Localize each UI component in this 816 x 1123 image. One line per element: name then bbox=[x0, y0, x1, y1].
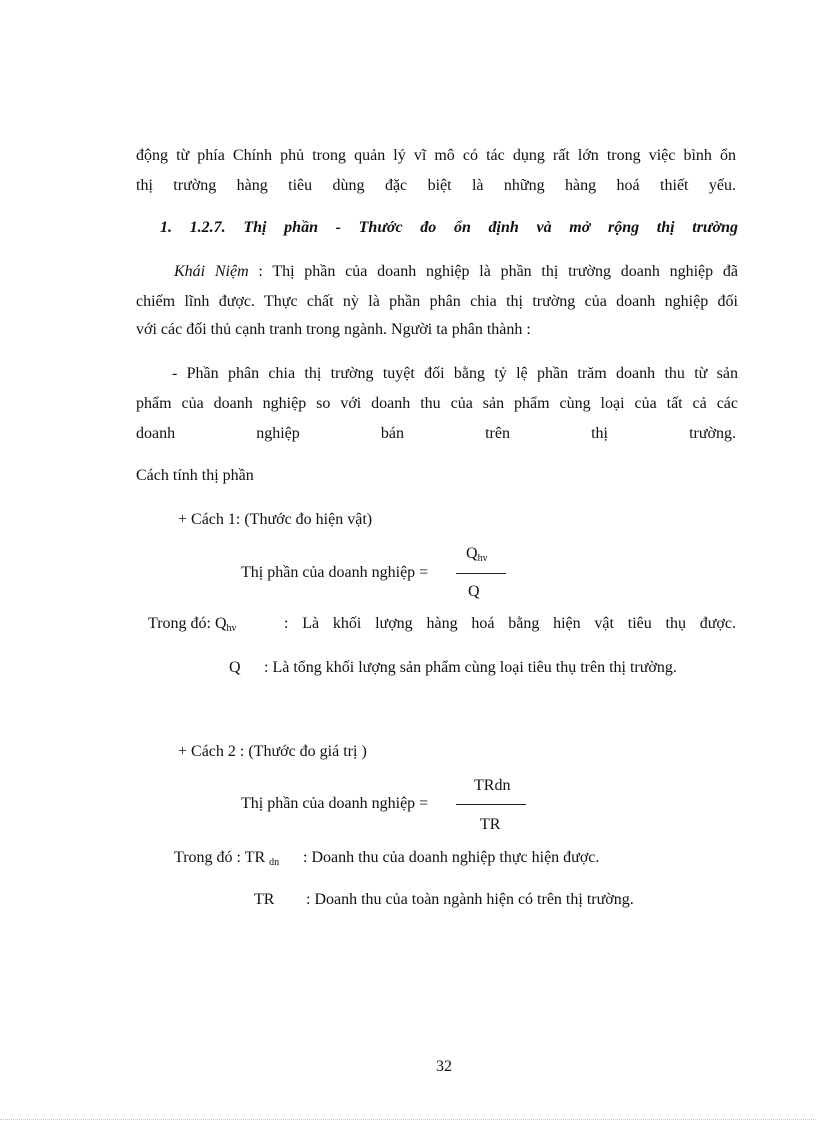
method1-formula-lhs: Thị phần của doanh nghiệp = bbox=[241, 564, 429, 581]
paragraph-line: động từ phía Chính phủ trong quản lý vĩ mô có tác dụng rất lớn trong việc bình ổn bbox=[136, 147, 736, 164]
method2-numerator: TRdn bbox=[474, 777, 511, 794]
concept-label: Khái Niệm bbox=[174, 263, 249, 280]
fraction-bar bbox=[456, 573, 506, 574]
section-heading: 1. 1.2.7. Thị phần - Thước đo ổn định và mở rộng thị trường bbox=[160, 219, 738, 236]
paragraph-line: thị trường hàng tiêu dùng đặc biệt là những hàng hoá thiết yếu. bbox=[136, 177, 736, 194]
method1-numerator: $Q_{hv}$ bbox=[466, 545, 488, 564]
paragraph-line: chiếm lĩnh được. Thực chất nỳ là phần phân chia thị trường của doanh nghiệp đối bbox=[136, 293, 738, 310]
page-number: 32 bbox=[436, 1058, 452, 1075]
method2-tr-text: : Doanh thu của toàn ngành hiện có trên thị trường. bbox=[306, 891, 634, 908]
paragraph-line: - Phần phân chia thị trường tuyệt đối bằng tỷ lệ phần trăm doanh thu từ sản bbox=[172, 365, 738, 382]
method1-title: + Cách 1: (Thước đo hiện vật) bbox=[178, 511, 373, 528]
method1-denominator: Q bbox=[468, 583, 480, 600]
method2-tr-symbol: TR bbox=[254, 891, 275, 908]
method2-denominator: TR bbox=[480, 816, 501, 833]
method2-formula-lhs: Thị phần của doanh nghiệp = bbox=[241, 795, 429, 812]
calc-title: Cách tính thị phần bbox=[136, 467, 254, 484]
method1-where-text: : Là khối lượng hàng hoá bằng hiện vật tiêu thụ được. bbox=[284, 615, 736, 632]
paragraph-line: doanh nghiệp bán trên thị trường. bbox=[136, 425, 736, 442]
method2-title: + Cách 2 : (Thước đo giá trị ) bbox=[178, 743, 367, 760]
method2-where-text: : Doanh thu của doanh nghiệp thực hiện được. bbox=[303, 849, 600, 866]
concept-text: : Thị phần của doanh nghiệp là phần thị trường doanh nghiệp đã bbox=[248, 263, 739, 280]
fraction-bar bbox=[456, 804, 526, 805]
page-edge-divider bbox=[0, 1119, 816, 1120]
method1-q-symbol: Q bbox=[229, 659, 241, 676]
method2-where-label: Trong đó : TR $_{dn}$ bbox=[174, 849, 280, 868]
paragraph-line: với các đối thủ cạnh tranh trong ngành. Người ta phân thành : bbox=[136, 321, 531, 338]
concept-line-1 bbox=[174, 262, 738, 282]
paragraph-line: phẩm của doanh nghiệp so với doanh thu của sản phẩm cùng loại của tất cả các bbox=[136, 395, 738, 412]
method1-where-label: Trong đó: $Q_{hv}$ bbox=[148, 615, 237, 634]
method1-q-text: : Là tổng khối lượng sản phẩm cùng loại tiêu thụ trên thị trường. bbox=[264, 659, 677, 676]
